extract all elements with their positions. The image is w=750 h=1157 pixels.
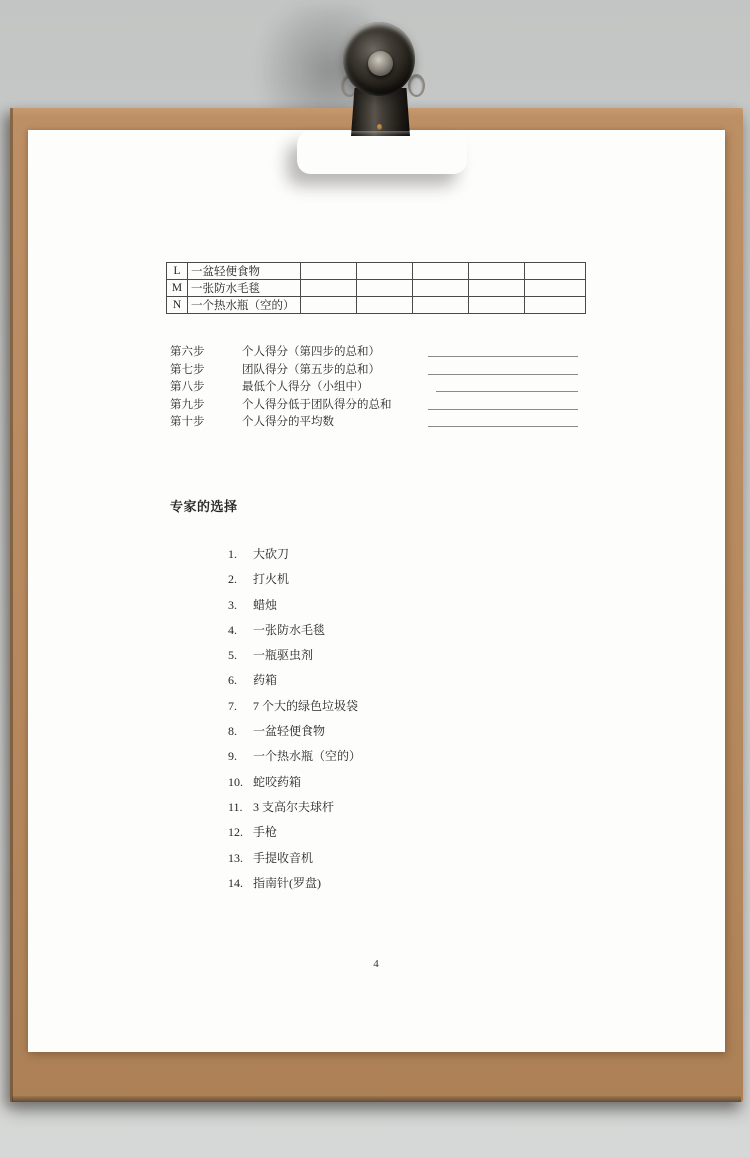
list-item bbox=[228, 719, 361, 744]
table-row bbox=[167, 297, 586, 314]
score-cell bbox=[413, 297, 469, 314]
row-letter: M bbox=[167, 280, 188, 297]
step-label: 第八步 bbox=[170, 381, 205, 394]
step-label: 第九步 bbox=[170, 398, 205, 411]
list-item bbox=[228, 820, 361, 845]
item-number: 5. bbox=[228, 648, 237, 663]
item-label: 药箱 bbox=[253, 673, 278, 688]
step-description: 团队得分（第五步的总和） bbox=[242, 363, 380, 376]
list-item bbox=[228, 643, 361, 668]
item-label: 一个热水瓶（空的） bbox=[253, 749, 362, 764]
answer-blank-line bbox=[428, 409, 578, 410]
item-number: 11. bbox=[228, 799, 243, 814]
step-label: 第七步 bbox=[170, 363, 205, 376]
list-item bbox=[228, 567, 361, 592]
list-item bbox=[228, 846, 361, 871]
row-item-label: 一个热水瓶（空的） bbox=[188, 297, 301, 314]
score-cell bbox=[469, 297, 525, 314]
item-number: 13. bbox=[228, 850, 243, 865]
score-cell bbox=[525, 280, 586, 297]
worksheet-paper bbox=[28, 130, 725, 1052]
item-label: 打火机 bbox=[253, 572, 290, 587]
step-description: 个人得分低于团队得分的总和 bbox=[242, 398, 392, 411]
step-row bbox=[170, 412, 578, 429]
item-number: 4. bbox=[228, 622, 237, 637]
item-number: 1. bbox=[228, 547, 237, 561]
score-cell bbox=[301, 297, 357, 314]
score-cell bbox=[357, 280, 413, 297]
list-item bbox=[228, 770, 361, 795]
score-cell bbox=[469, 263, 525, 280]
table-row bbox=[167, 263, 586, 280]
row-letter: L bbox=[167, 263, 188, 280]
list-item bbox=[228, 871, 361, 896]
item-number: 3. bbox=[228, 597, 237, 612]
list-item bbox=[228, 593, 361, 618]
step-row bbox=[170, 342, 578, 359]
item-number: 12. bbox=[228, 825, 243, 840]
table-row bbox=[167, 280, 586, 297]
item-number: 7. bbox=[228, 698, 237, 713]
board-left-edge bbox=[10, 108, 13, 1102]
step-description: 最低个人得分（小组中） bbox=[242, 381, 369, 394]
list-item bbox=[228, 744, 361, 769]
clip-rivet bbox=[377, 124, 382, 130]
answer-blank-line bbox=[428, 426, 578, 427]
steps-list bbox=[170, 342, 578, 429]
page-number: 4 bbox=[373, 958, 379, 970]
score-cell bbox=[525, 297, 586, 314]
item-label: 手提收音机 bbox=[253, 850, 314, 865]
step-row bbox=[170, 377, 578, 394]
item-number: 10. bbox=[228, 774, 243, 789]
item-number: 8. bbox=[228, 724, 237, 739]
answer-blank-line bbox=[428, 374, 578, 375]
list-item bbox=[228, 618, 361, 643]
board-bottom-edge bbox=[12, 1096, 741, 1102]
item-label: 指南针(罗盘) bbox=[253, 875, 321, 890]
score-cell bbox=[413, 280, 469, 297]
list-item bbox=[228, 542, 361, 567]
step-label: 第六步 bbox=[170, 346, 205, 359]
expert-items-list bbox=[228, 542, 361, 896]
item-number: 9. bbox=[228, 749, 237, 764]
score-cell bbox=[413, 263, 469, 280]
item-label: 一瓶驱虫剂 bbox=[253, 648, 314, 663]
clip-clamp-bar bbox=[297, 131, 467, 174]
list-item bbox=[228, 694, 361, 719]
score-cell bbox=[357, 297, 413, 314]
item-label: 3 支高尔夫球杆 bbox=[253, 799, 335, 814]
score-cell bbox=[301, 263, 357, 280]
item-label: 一盆轻便食物 bbox=[253, 724, 326, 739]
step-label: 第十步 bbox=[170, 415, 205, 428]
row-item-label: 一盆轻便食物 bbox=[188, 263, 301, 280]
row-letter: N bbox=[167, 297, 188, 314]
list-item bbox=[228, 795, 361, 820]
step-row bbox=[170, 359, 578, 376]
score-cell bbox=[301, 280, 357, 297]
list-item bbox=[228, 668, 361, 693]
item-label: 手枪 bbox=[253, 825, 278, 840]
score-cell bbox=[357, 263, 413, 280]
item-label: 蛇咬药箱 bbox=[253, 774, 302, 789]
clip-spring-hook-right bbox=[408, 74, 425, 97]
row-item-label: 一张防水毛毯 bbox=[188, 280, 301, 297]
step-description: 个人得分（第四步的总和） bbox=[242, 346, 380, 359]
worksheet-content bbox=[28, 130, 725, 1052]
item-number: 6. bbox=[228, 673, 237, 688]
step-row bbox=[170, 394, 578, 411]
step-description: 个人得分的平均数 bbox=[242, 415, 334, 428]
score-cell bbox=[525, 263, 586, 280]
ranking-table bbox=[166, 262, 586, 314]
clip-knob-hole-icon bbox=[368, 51, 393, 76]
item-label: 7 个大的绿色垃圾袋 bbox=[253, 698, 359, 713]
item-label: 一张防水毛毯 bbox=[253, 622, 326, 637]
item-label: 蜡烛 bbox=[253, 597, 278, 612]
ranking-table-body bbox=[167, 263, 586, 314]
item-label: 大砍刀 bbox=[253, 547, 290, 561]
expert-choice-heading: 专家的选择 bbox=[170, 499, 238, 514]
score-cell bbox=[469, 280, 525, 297]
answer-blank-line bbox=[428, 356, 578, 357]
answer-blank-line bbox=[436, 391, 578, 392]
item-number: 14. bbox=[228, 875, 243, 890]
item-number: 2. bbox=[228, 572, 237, 587]
